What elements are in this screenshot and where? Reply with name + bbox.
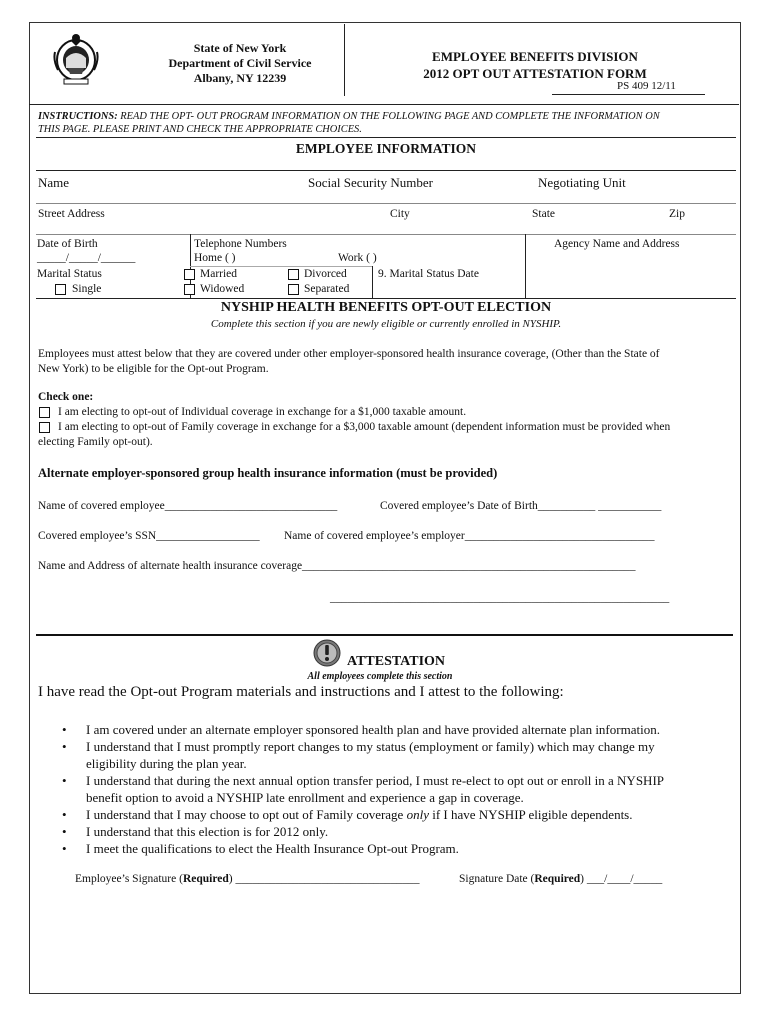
divorced-checkbox[interactable] — [288, 269, 299, 280]
single-checkbox[interactable] — [55, 284, 66, 295]
bullet: • — [62, 841, 67, 856]
bullet-text: I meet the qualifications to elect the Health Insurance Opt-out Program. — [86, 841, 459, 856]
attestation-intro: I have read the Opt-out Program materials and instructions and I attest to the following: — [38, 684, 564, 700]
signature-label: Employee’s Signature ( — [75, 873, 183, 885]
nyship-heading: NYSHIP HEALTH BENEFITS OPT-OUT ELECTION — [220, 300, 552, 315]
work-phone-field[interactable]: Work ( ) — [338, 252, 377, 264]
instructions-line-1 — [38, 111, 660, 122]
street-label: Street Address — [38, 208, 105, 220]
cell-divider — [525, 234, 526, 298]
cell-rule — [190, 266, 372, 267]
list-item — [62, 840, 664, 857]
check-one-label: Check one: — [38, 391, 94, 403]
state-seal — [52, 30, 100, 86]
attestation-bullets — [62, 721, 664, 857]
date-required: Required — [534, 873, 581, 885]
home-phone-field[interactable]: Home ( ) — [194, 252, 236, 264]
agency-line-2: Department of Civil Service — [168, 56, 312, 70]
name-label: Name — [38, 175, 70, 190]
bullet: • — [62, 722, 67, 737]
divorced-label: Divorced — [304, 268, 347, 280]
bullet: • — [62, 824, 67, 839]
bullet: • — [62, 807, 67, 822]
negotiating-unit-label: Negotiating Unit — [538, 175, 626, 190]
employer-name-field[interactable]: Name of covered employee’s employer_________________________________ — [284, 530, 655, 542]
form-title: 2012 OPT OUT ATTESTATION FORM — [423, 66, 647, 81]
family-optout-label-1: I am electing to opt-out of Family coverage in exchange for a $3,000 taxable amount (dependent information must be provided when — [58, 421, 671, 433]
instructions-label: INSTRUCTIONS: — [38, 111, 118, 122]
exclamation-icon — [313, 639, 341, 667]
alt-address-field-line-2[interactable]: ___________________________________________________________ — [330, 592, 670, 604]
widowed-label: Widowed — [200, 283, 245, 295]
bullet-text: benefit option to avoid a NYSHIP late enrollment and experience a gap in coverage. — [86, 790, 524, 805]
bullet-text: I understand that I may choose to opt out of Family coverage — [86, 807, 407, 822]
family-optout-checkbox[interactable] — [39, 422, 50, 433]
date-line: ) ___/____/_____ — [580, 873, 663, 885]
bullet-emphasis: only — [406, 807, 429, 822]
agency-label: Agency Name and Address — [554, 238, 680, 250]
instructions-text: READ THE OPT- OUT PROGRAM INFORMATION ON THE FOLLOWING PAGE AND COMPLETE THE INFORMATION ON — [117, 111, 660, 122]
section-rule — [36, 170, 736, 171]
covered-name-field[interactable]: Name of covered employee______________________________ — [38, 500, 338, 512]
header-divider — [344, 24, 345, 96]
employee-info-heading: EMPLOYEE INFORMATION — [295, 141, 477, 156]
list-item — [62, 806, 664, 823]
form-number-underline — [552, 94, 705, 95]
single-label: Single — [72, 283, 102, 295]
bullet-text: I am covered under an alternate employer sponsored health plan and have provided alternate plan information. — [86, 722, 660, 737]
dob-field[interactable]: _____/_____/______ — [37, 252, 136, 264]
employee-signature-field[interactable] — [75, 873, 419, 885]
row-rule — [36, 234, 736, 235]
bullet-text: I understand that I must promptly report changes to my status (employment or family) which may change my — [86, 739, 655, 754]
list-item — [62, 721, 664, 738]
alternate-heading: Alternate employer-sponsored group health insurance information (must be provided) — [38, 466, 498, 480]
attestation-heading: ATTESTATION — [347, 654, 446, 669]
form-number: PS 409 12/11 — [617, 80, 676, 92]
individual-optout-checkbox[interactable] — [39, 407, 50, 418]
bullet: • — [62, 739, 67, 754]
cell-divider — [372, 266, 373, 298]
nyship-attest-line-1: Employees must attest below that they are covered under other employer-sponsored health insurance coverage, (Other than the State of — [38, 348, 660, 360]
state-label: State — [532, 208, 555, 220]
list-item — [62, 772, 664, 806]
nyship-attest-line-2: New York) to be eligible for the Opt-out Program. — [38, 363, 269, 375]
covered-dob-field[interactable]: Covered employee’s Date of Birth__________ ___________ — [380, 500, 662, 512]
married-checkbox[interactable] — [184, 269, 195, 280]
dob-label: Date of Birth — [37, 238, 98, 250]
covered-ssn-field[interactable]: Covered employee’s SSN__________________ — [38, 530, 260, 542]
individual-optout-label: I am electing to opt-out of Individual coverage in exchange for a $1,000 taxable amount. — [58, 406, 467, 418]
zip-label: Zip — [669, 208, 685, 220]
ssn-label: Social Security Number — [308, 175, 433, 190]
agency-line-3: Albany, NY 12239 — [193, 71, 287, 85]
marital-date-label: 9. Marital Status Date — [378, 268, 479, 280]
married-label: Married — [200, 268, 238, 280]
date-label: Signature Date ( — [459, 873, 535, 885]
nyship-attest-text — [38, 347, 738, 377]
instructions-line-2: THIS PAGE. PLEASE PRINT AND CHECK THE APPROPRIATE CHOICES. — [38, 124, 362, 135]
city-label: City — [390, 208, 410, 220]
marital-status-label: Marital Status — [37, 268, 102, 280]
separated-label: Separated — [304, 283, 350, 295]
alt-address-field[interactable]: Name and Address of alternate health insurance coverage__________________________________________________________ — [38, 560, 636, 572]
division-title: EMPLOYEE BENEFITS DIVISION — [432, 49, 638, 64]
bullet-text: if I have NYSHIP eligible dependents. — [428, 807, 633, 822]
header-bottom-rule — [29, 104, 739, 105]
section-rule — [36, 137, 736, 138]
telephone-label: Telephone Numbers — [194, 238, 287, 250]
list-item — [62, 738, 664, 772]
thick-section-rule — [36, 634, 733, 636]
agency-line-1: State of New York — [193, 41, 287, 55]
new-york-state-seal-icon — [52, 30, 100, 86]
list-item — [62, 823, 664, 840]
row-rule — [36, 203, 736, 204]
separated-checkbox[interactable] — [288, 284, 299, 295]
signature-line: ) ________________________________ — [228, 873, 420, 885]
bullet-text: I understand that this election is for 2012 only. — [86, 824, 329, 839]
bullet-text: I understand that during the next annual option transfer period, I must re-elect to opt out or enroll in a NYSHIP — [86, 773, 664, 788]
bullet-text: eligibility during the plan year. — [86, 756, 247, 771]
nyship-subheading: Complete this section if you are newly eligible or currently enrolled in NYSHIP. — [210, 318, 562, 330]
attestation-subheading: All employees complete this section — [307, 671, 453, 682]
signature-date-field[interactable] — [459, 873, 662, 885]
bullet: • — [62, 773, 67, 788]
signature-required: Required — [182, 873, 229, 885]
widowed-checkbox[interactable] — [184, 284, 195, 295]
family-optout-label-2: electing Family opt-out). — [38, 436, 153, 448]
section-rule — [36, 298, 736, 299]
